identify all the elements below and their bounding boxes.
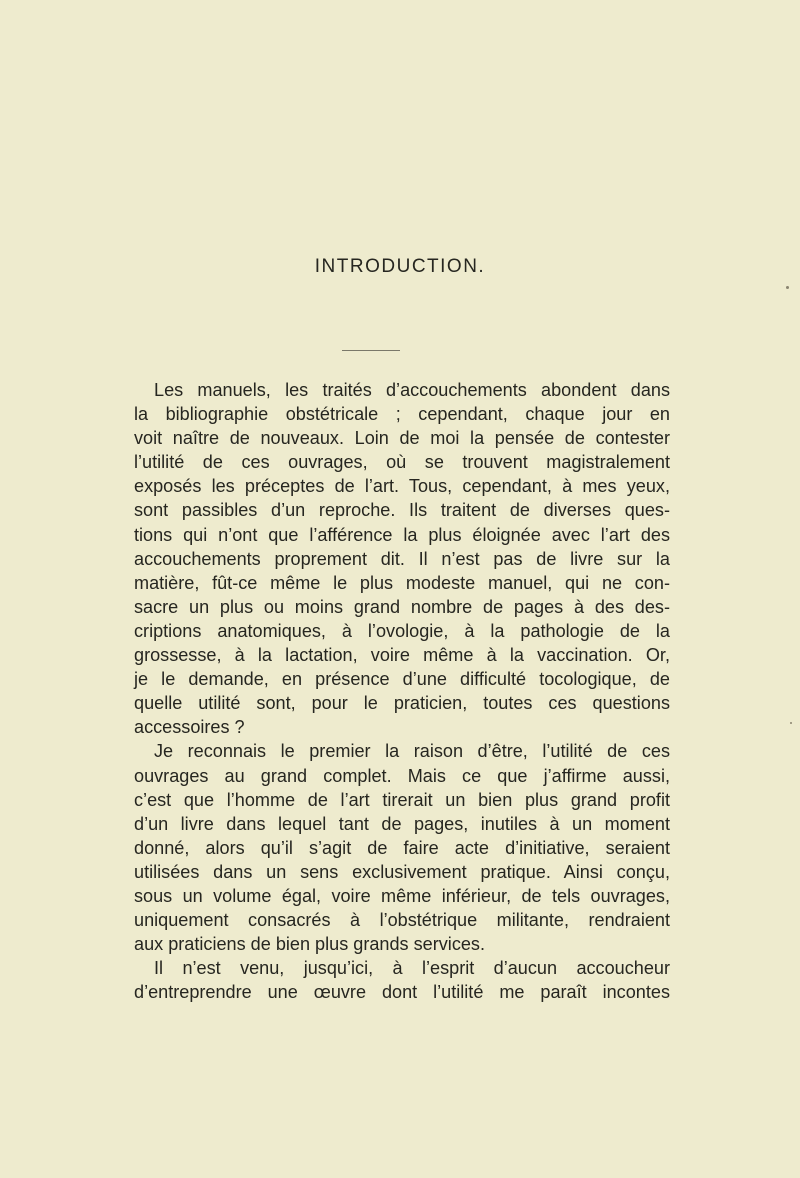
text-line: d’entreprendre une œuvre dont l’utilité me paraît incontes bbox=[134, 982, 670, 1003]
text-line: c’est que l’homme de l’art tirerait un bien plus grand profit bbox=[134, 789, 670, 810]
text-line: sous un volume égal, voire même inférieur, de tels ouvrages, bbox=[134, 885, 670, 906]
text-line: aux praticiens de bien plus grands services. bbox=[134, 934, 486, 955]
text-line: voit naître de nouveaux. Loin de moi la pensée de contester bbox=[134, 428, 670, 449]
text-line: quelle utilité sont, pour le praticien, toutes ces questions bbox=[134, 693, 670, 714]
text-line: Les manuels, les traités d’accouchements abondent dans bbox=[154, 380, 670, 400]
text-line: sacre un plus ou moins grand nombre de pages à des des- bbox=[134, 596, 670, 617]
text-line: grossesse, à la lactation, voire même à la vaccination. Or, bbox=[134, 645, 670, 666]
text-line: uniquement consacrés à l’obstétrique militante, rendraient bbox=[134, 910, 670, 931]
text-line: l’utilité de ces ouvrages, où se trouvent magistralement bbox=[134, 452, 670, 473]
text-line: je le demande, en présence d’une difficulté tocologique, de bbox=[134, 669, 670, 690]
text-line: la bibliographie obstétricale ; cependant, chaque jour en bbox=[134, 404, 670, 425]
page-title: INTRODUCTION. bbox=[314, 256, 486, 277]
text-line: Je reconnais le premier la raison d’être, l’utilité de ces bbox=[154, 741, 670, 762]
title-divider bbox=[342, 350, 400, 351]
body-text bbox=[134, 378, 670, 1004]
text-line: accessoires ? bbox=[134, 717, 245, 738]
text-line: ouvrages au grand complet. Mais ce que j’affirme aussi, bbox=[134, 765, 670, 786]
paper-speck bbox=[786, 286, 789, 289]
text-line: Il n’est venu, jusqu’ici, à l’esprit d’aucun accoucheur bbox=[154, 958, 670, 979]
text-line: matière, fût-ce même le plus modeste manuel, qui ne con- bbox=[134, 572, 670, 593]
text-line: donné, alors qu’il s’agit de faire acte d’initiative, seraient bbox=[134, 837, 670, 858]
text-line: criptions anatomiques, à l’ovologie, à la pathologie de la bbox=[134, 620, 670, 641]
text-line: tions qui n’ont que l’afférence la plus éloignée avec l’art des bbox=[134, 524, 670, 545]
text-line: accouchements proprement dit. Il n’est pas de livre sur la bbox=[134, 548, 670, 569]
text-line: d’un livre dans lequel tant de pages, inutiles à un moment bbox=[134, 813, 670, 834]
text-line: exposés les préceptes de l’art. Tous, cependant, à mes yeux, bbox=[134, 476, 670, 497]
paper-speck bbox=[790, 722, 792, 724]
text-line: utilisées dans un sens exclusivement pratique. Ainsi conçu, bbox=[134, 861, 670, 882]
text-line: sont passibles d’un reproche. Ils traitent de diverses ques- bbox=[134, 500, 670, 521]
